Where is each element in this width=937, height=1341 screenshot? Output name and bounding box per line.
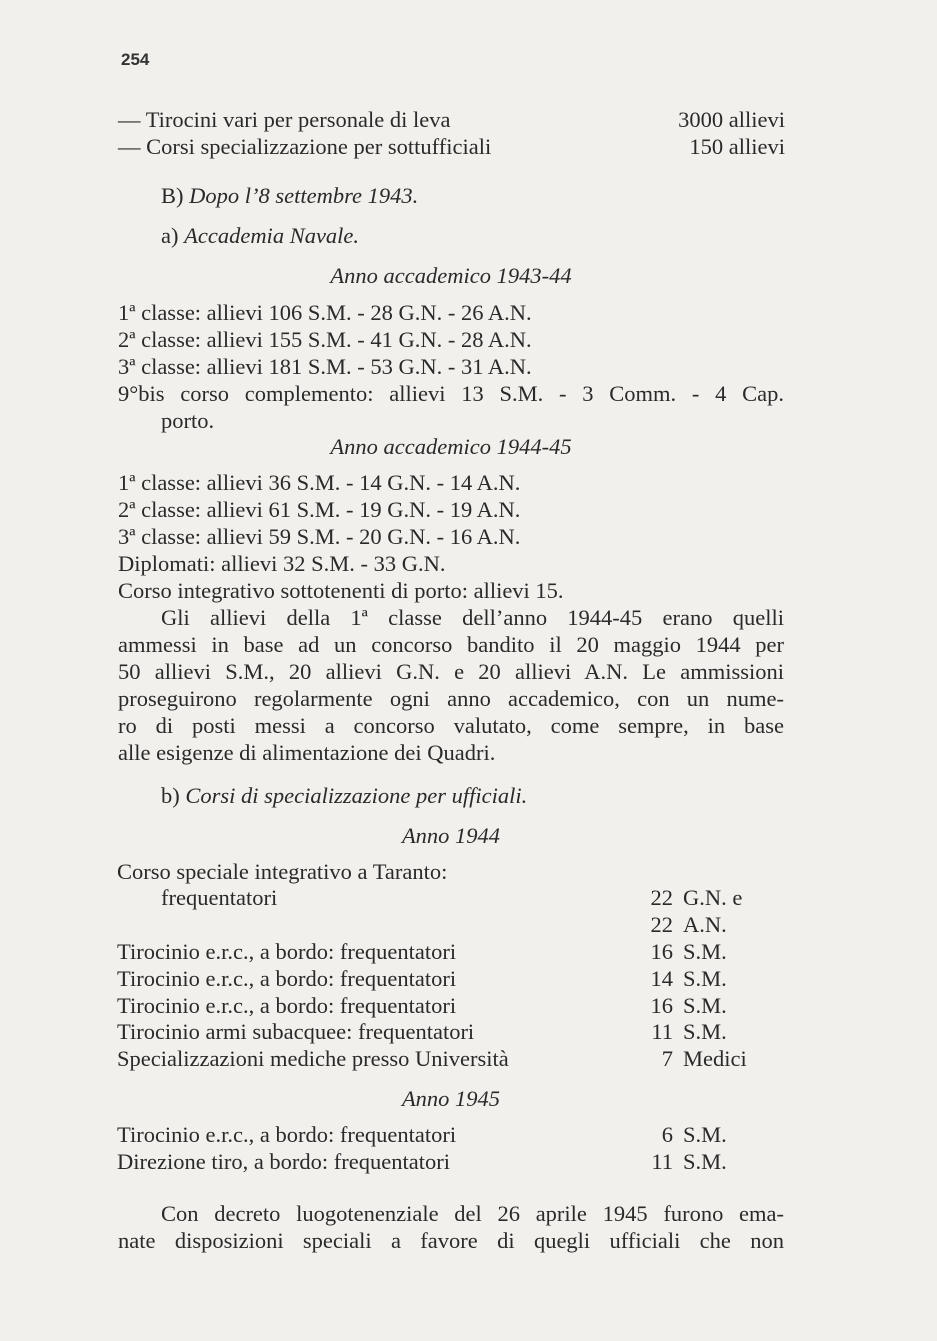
page-number: 254 <box>121 50 150 69</box>
course-label: Corso speciale integrativo a Taranto: <box>117 859 448 884</box>
class-row: 1ª classe: allievi 106 S.M. - 28 G.N. - 26 A.N. <box>118 300 532 325</box>
course-label: Specializzazioni mediche presso Università <box>117 1046 509 1071</box>
course-count: 16 <box>650 939 673 964</box>
section-prefix: B) <box>161 183 184 208</box>
class-row: 3ª classe: allievi 59 S.M. - 20 G.N. - 16 A.N. <box>118 524 521 549</box>
subsection-heading-a <box>161 222 359 249</box>
paragraph-admissions <box>118 604 784 766</box>
complemento-line: 9°bis corso complemento: allievi 13 S.M. - 3 Comm. - 4 Cap. <box>118 381 784 406</box>
complemento-line: porto. <box>161 408 215 433</box>
course-unit: G.N. e <box>683 885 743 910</box>
class-row: 1ª classe: allievi 36 S.M. - 14 G.N. - 14 A.N. <box>118 470 521 495</box>
course-count: 6 <box>661 1122 673 1147</box>
class-row: Diplomati: allievi 32 S.M. - 33 G.N. <box>118 551 446 576</box>
course-label: Tirocinio e.r.c., a bordo: frequentatori <box>117 966 457 991</box>
subsection-prefix: a) <box>161 223 179 248</box>
course-count: 11 <box>651 1149 673 1174</box>
year-heading-1944-45: Anno accademico 1944-45 <box>330 434 572 459</box>
course-unit: S.M. <box>683 966 727 991</box>
course-label: Tirocinio e.r.c., a bordo: frequentatori <box>117 1122 457 1147</box>
course-label: frequentatori <box>161 885 278 910</box>
course-count: 22 <box>650 885 673 910</box>
paragraph-line: nate disposizioni speciali a favore di quegli ufficiali che non <box>118 1228 784 1253</box>
intro-row-value: 3000 allievi <box>678 107 785 132</box>
paragraph-line: Gli allievi della 1ª classe dell’anno 1944-45 erano quelli <box>161 605 784 630</box>
year-heading-1943: Anno accademico 1943-44 <box>330 263 572 288</box>
course-label: Tirocinio e.r.c., a bordo: frequentatori <box>117 939 457 964</box>
section-title: Dopo l’8 settembre 1943. <box>189 183 419 208</box>
paragraph-line: alle esigenze di alimentazione dei Quadri. <box>118 740 496 765</box>
subsection-heading-b <box>161 782 527 809</box>
course-label: Tirocinio e.r.c., a bordo: frequentatori <box>117 993 457 1018</box>
paragraph-line: proseguirono regolarmente ogni anno accademico, con un nume- <box>118 686 784 711</box>
course-label: Tirocinio armi subacquee: frequentatori <box>117 1019 475 1044</box>
subsection-title: Accademia Navale. <box>184 223 360 248</box>
section-heading-b <box>161 182 418 209</box>
complemento-entry <box>118 380 784 407</box>
class-row: 3ª classe: allievi 181 S.M. - 53 G.N. - 31 A.N. <box>118 354 532 379</box>
class-row: 2ª classe: allievi 155 S.M. - 41 G.N. - 28 A.N. <box>118 327 532 352</box>
course-unit: S.M. <box>683 1149 727 1174</box>
intro-row-value: 150 allievi <box>689 134 785 159</box>
course-unit: A.N. <box>683 912 727 937</box>
class-row: Corso integrativo sottotenenti di porto: allievi 15. <box>118 578 564 603</box>
course-unit: S.M. <box>683 939 727 964</box>
intro-row-label: — Corsi specializzazione per sottufficiali <box>118 134 492 159</box>
subsection-title: Corsi di specializzazione per ufficiali. <box>185 783 528 808</box>
course-unit: Medici <box>683 1046 747 1071</box>
subsection-prefix: b) <box>161 783 180 808</box>
course-count: 16 <box>650 993 673 1018</box>
class-row: 2ª classe: allievi 61 S.M. - 19 G.N. - 19 A.N. <box>118 497 521 522</box>
course-unit: S.M. <box>683 993 727 1018</box>
paragraph-line: ammessi in base ad un concorso bandito il 20 maggio 1944 per <box>118 632 784 657</box>
course-count: 22 <box>650 912 673 937</box>
intro-row-label: — Tirocini vari per personale di leva <box>118 107 451 132</box>
course-count: 14 <box>650 966 673 991</box>
paragraph-decree <box>118 1200 784 1254</box>
paragraph-line: 50 allievi S.M., 20 allievi G.N. e 20 allievi A.N. Le ammissioni <box>118 659 784 684</box>
paragraph-line: Con decreto luogotenenziale del 26 aprile 1945 furono ema- <box>161 1201 784 1226</box>
course-unit: S.M. <box>683 1019 727 1044</box>
year-heading-1945: Anno 1945 <box>401 1086 501 1111</box>
course-label: Direzione tiro, a bordo: frequentatori <box>117 1149 450 1174</box>
course-count: 7 <box>661 1046 673 1071</box>
year-heading-1944: Anno 1944 <box>401 823 501 848</box>
paragraph-line: ro di posti messi a concorso valutato, come sempre, in base <box>118 713 784 738</box>
course-count: 11 <box>651 1019 673 1044</box>
course-unit: S.M. <box>683 1122 727 1147</box>
